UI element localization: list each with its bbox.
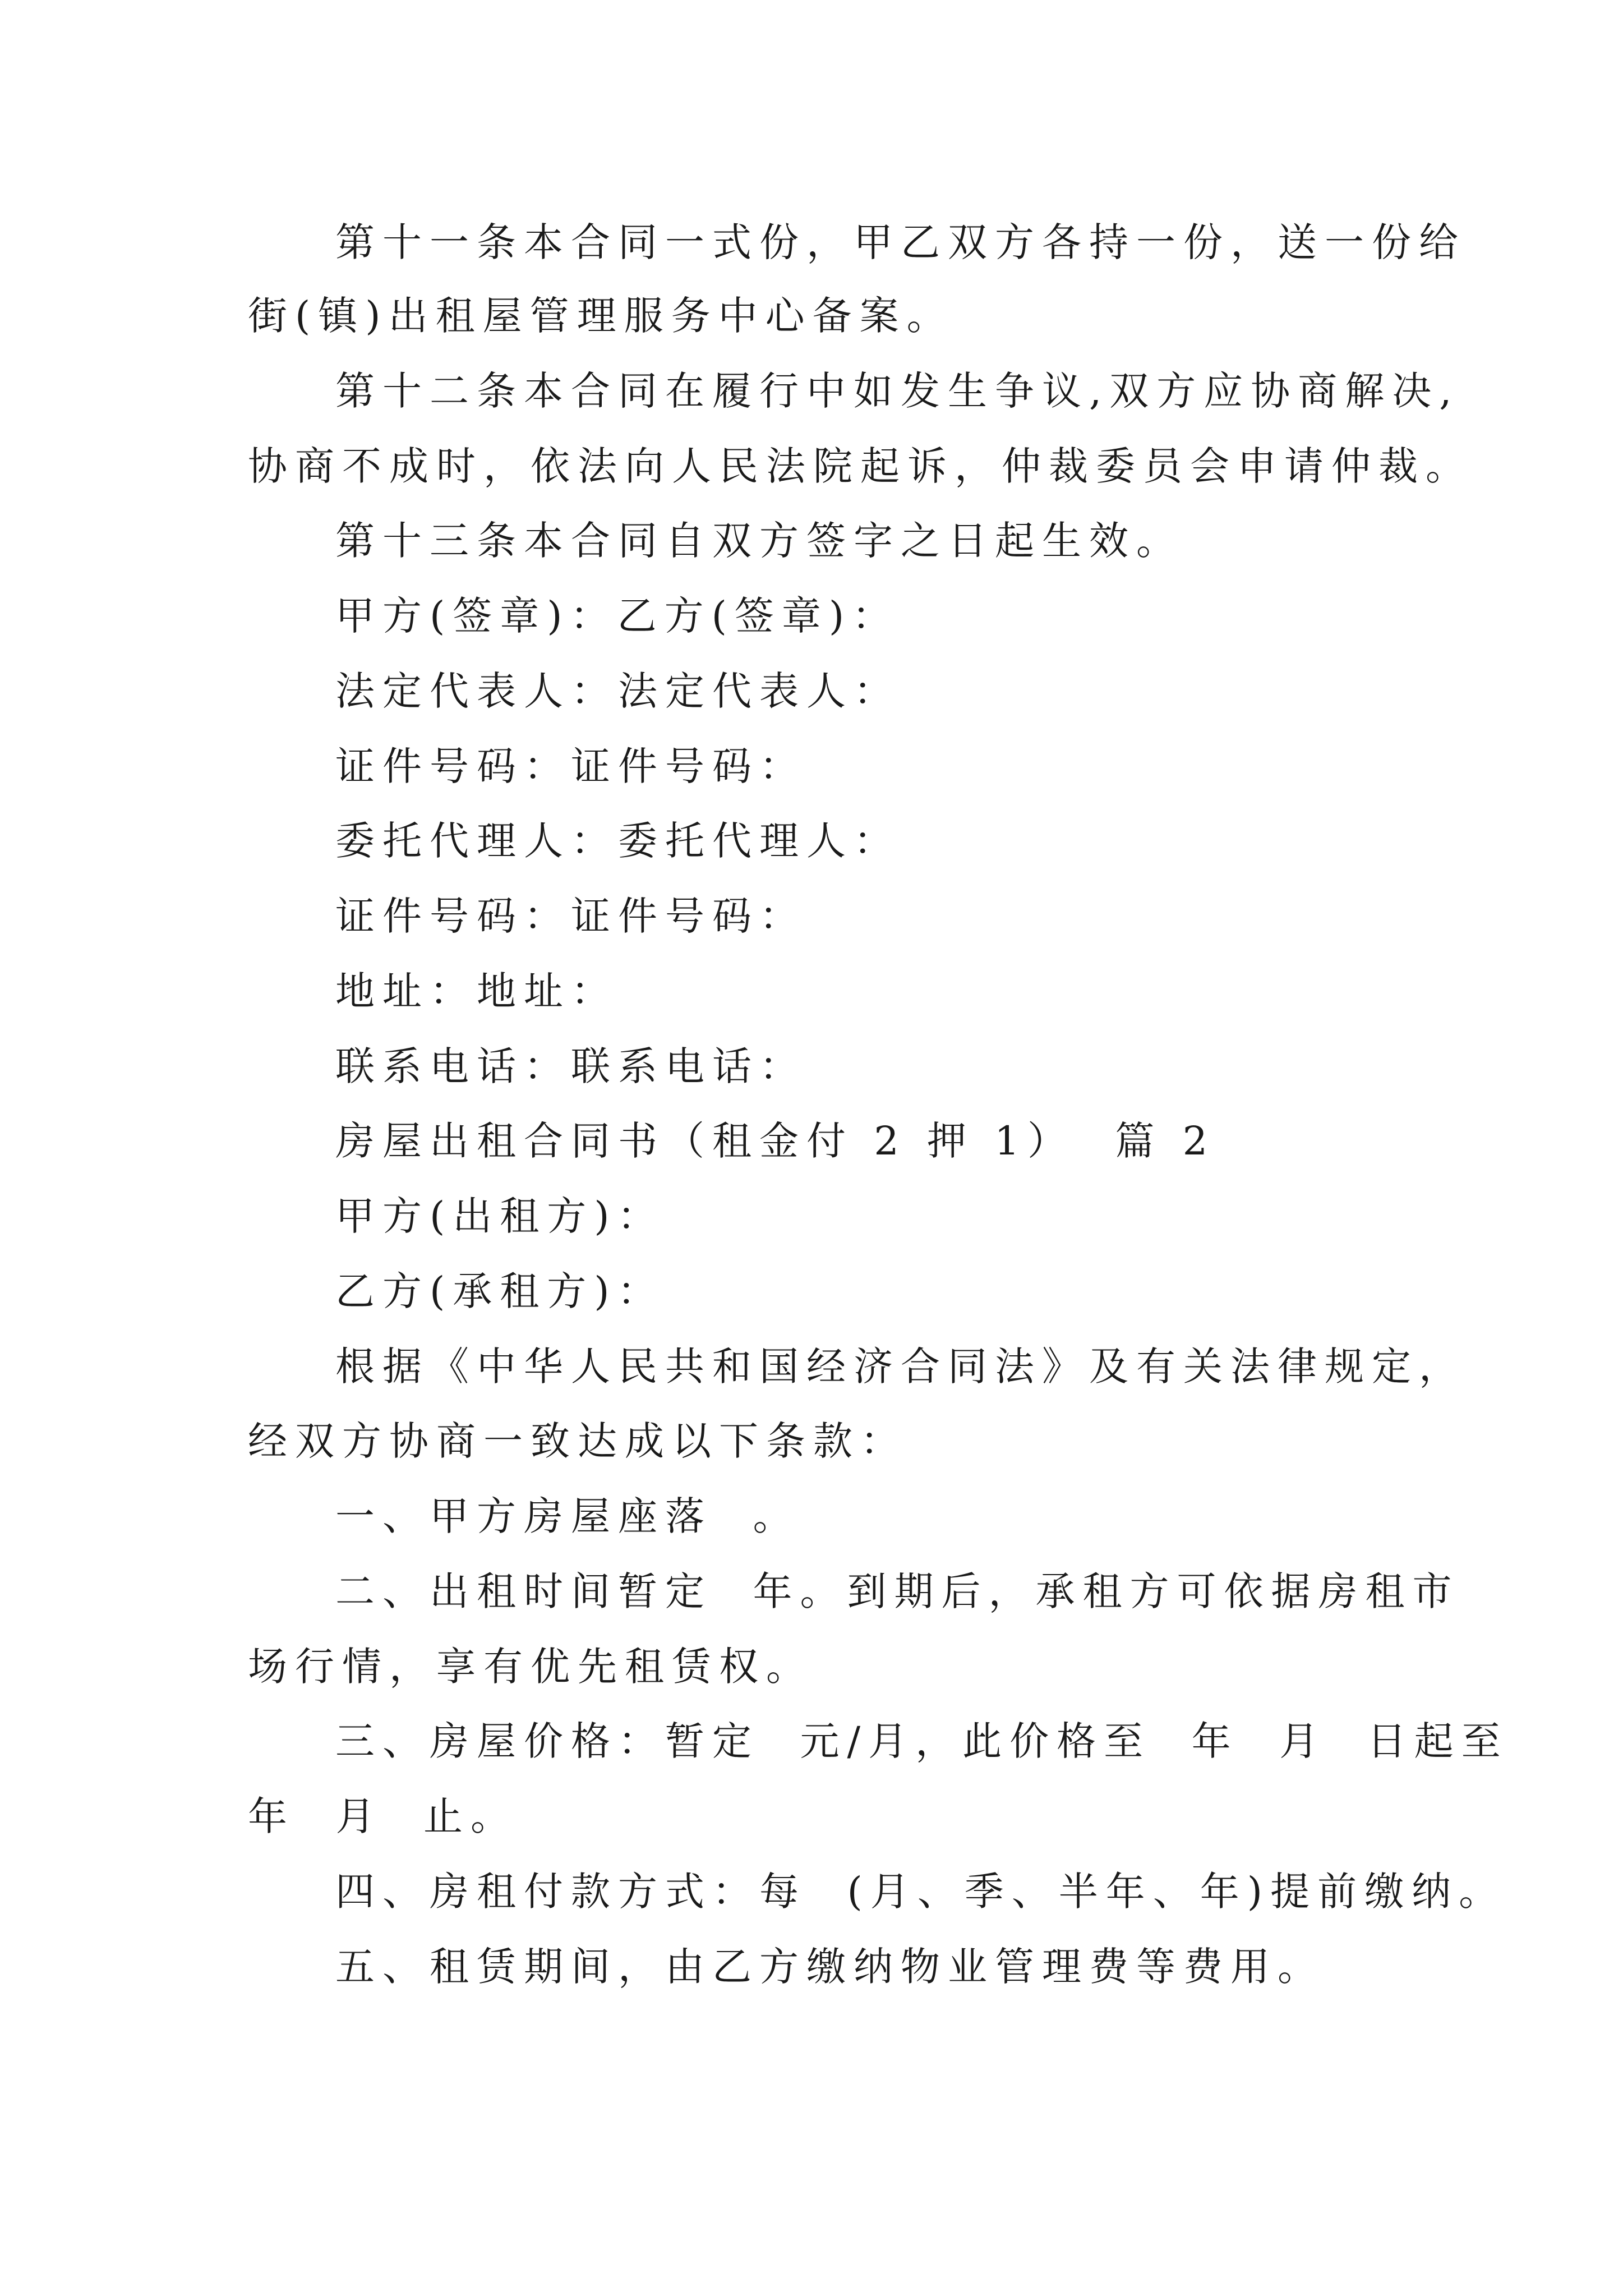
party-b-line: 乙方(承租方)： — [335, 1268, 665, 1314]
contract-heading: 房屋出租合同书（租金付 2 押 1） 篇 2 — [335, 1118, 1216, 1164]
term-4: 四、房租付款方式：每 (月、季、半年、年)提前缴纳。 — [335, 1869, 1506, 1915]
id-number-line-1: 证件号码：证件号码： — [335, 743, 806, 789]
term-2-line-1: 二、出租时间暂定 年。到期后，承租方可依据房租市 — [335, 1568, 1460, 1614]
clause-12-line-1: 第十二条本合同在履行中如发生争议,双方应协商解决, — [335, 368, 1460, 414]
term-1: 一、甲方房屋座落 。 — [335, 1493, 800, 1539]
preamble-line-1: 根据《中华人民共和国经济合同法》及有关法律规定， — [335, 1343, 1466, 1389]
agent-line: 委托代理人：委托代理人： — [335, 818, 901, 864]
clause-12-line-2: 协商不成时，依法向人民法院起诉，仲裁委员会申请仲裁。 — [248, 443, 1473, 489]
address-line: 地址：地址： — [335, 968, 618, 1014]
term-3-line-1: 三、房屋价格：暂定 元/月，此价格至 年 月 日起至 — [335, 1718, 1509, 1764]
phone-line: 联系电话：联系电话： — [335, 1043, 806, 1089]
clause-11-line-2: 街(镇)出租屋管理服务中心备案。 — [248, 293, 954, 339]
id-number-line-2: 证件号码：证件号码： — [335, 893, 806, 939]
party-a-line: 甲方(出租方)： — [335, 1193, 665, 1239]
preamble-line-2: 经双方协商一致达成以下条款： — [248, 1418, 907, 1464]
signature-party-line: 甲方(签章)：乙方(签章)： — [335, 593, 900, 639]
legal-representative-line: 法定代表人：法定代表人： — [335, 668, 901, 714]
clause-11-line-1: 第十一条本合同一式份，甲乙双方各持一份，送一份给 — [335, 219, 1466, 265]
term-3-line-2: 年 月 止。 — [248, 1793, 518, 1839]
term-2-line-2: 场行情，享有优先租赁权。 — [248, 1644, 813, 1690]
term-5: 五、租赁期间，由乙方缴纳物业管理费等费用。 — [335, 1944, 1325, 1990]
clause-13: 第十三条本合同自双方签字之日起生效。 — [335, 518, 1183, 564]
